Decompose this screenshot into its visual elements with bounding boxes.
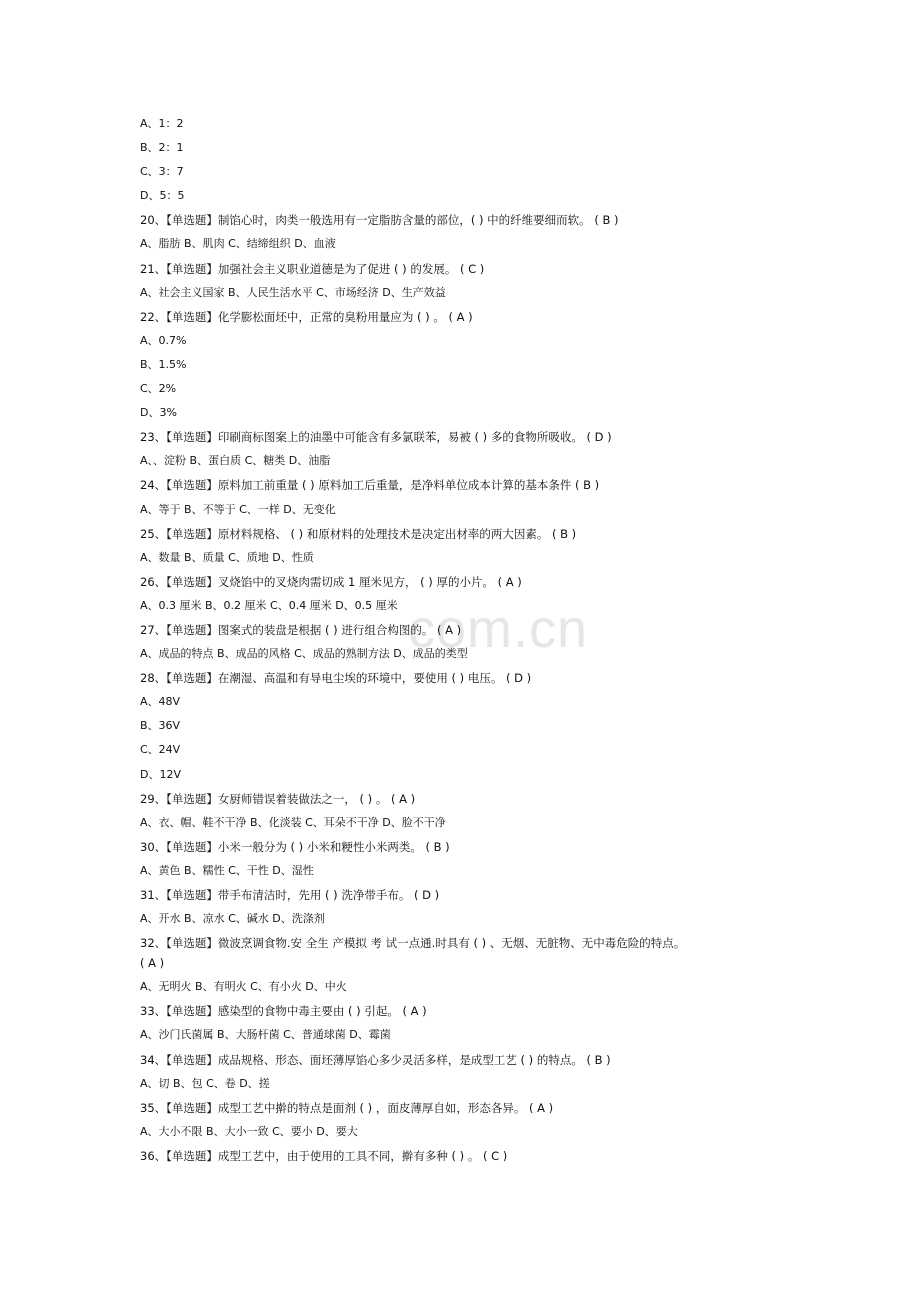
- option-line: A、沙门氏菌属 B、大肠杆菌 C、普通球菌 D、霉菌: [140, 1028, 391, 1042]
- option-line: A、等于 B、不等于 C、一样 D、无变化: [140, 502, 336, 516]
- question-line: 26、【单选题】叉烧馅中的叉烧肉需切成 1 厘米见方， ( ) 厚的小片。 ( A ): [140, 574, 522, 589]
- question-list: [140, 114, 800, 1170]
- option-line: A、0.3 厘米 B、0.2 厘米 C、0.4 厘米 D、0.5 厘米: [140, 598, 398, 612]
- option-line: A、48V: [140, 695, 181, 709]
- option-line: A、成品的特点 B、成品的风格 C、成品的熟制方法 D、成品的类型: [140, 647, 468, 661]
- option-line: A、1：2: [140, 117, 184, 130]
- question-line: 28、【单选题】在潮湿、高温和有导电尘埃的环境中，要使用 ( ) 电压。 ( D ): [140, 671, 532, 686]
- question-line: ( A ): [140, 956, 165, 971]
- question-line: 24、【单选题】原料加工前重量 ( ) 原料加工后重量，是净料单位成本计算的基本条件 ( B ): [140, 478, 600, 493]
- option-line: C、2%: [140, 382, 177, 396]
- question-line: 23、【单选题】印刷商标图案上的油墨中可能含有多氯联苯，易被 ( ) 多的食物所吸收。 ( D ): [140, 430, 612, 445]
- option-line: A、无明火 B、有明火 C、有小火 D、中火: [140, 980, 347, 994]
- question-line: 20、【单选题】制馅心时，肉类一般选用有一定脂肪含量的部位，( ) 中的纤维要细而软。 ( B ): [140, 213, 619, 228]
- question-line: 32、【单选题】微波烹调食物.安 全生 产模拟 考 试一点通.时具有 ( ) 、无烟、无脏物、无中毒危险的特点。: [140, 936, 686, 951]
- option-line: A、开水 B、凉水 C、碱水 D、洗涤剂: [140, 912, 325, 926]
- option-line: A、衣、帽、鞋不干净 B、化淡装 C、耳朵不干净 D、脸不干净: [140, 815, 446, 829]
- question-line: 34、【单选题】成品规格、形态、面坯薄厚馅心多少灵活多样，是成型工艺 ( ) 的特点。 ( B ): [140, 1052, 611, 1067]
- question-line: 33、【单选题】感染型的食物中毒主要由 ( ) 引起。 ( A ): [140, 1004, 427, 1019]
- option-line: D、5：5: [140, 189, 185, 203]
- option-line: A、切 B、包 C、卷 D、搓: [140, 1076, 270, 1090]
- option-line: A、、淀粉 B、蛋白质 C、糖类 D、油脂: [140, 454, 331, 468]
- question-line: 31、【单选题】带手布清洁时，先用 ( ) 洗净带手布。 ( D ): [140, 888, 440, 902]
- question-line: 30、【单选题】小米一般分为 ( ) 小米和粳性小米两类。 ( B ): [140, 839, 450, 854]
- option-line: D、3%: [140, 406, 177, 420]
- option-line: A、脂肪 B、肌肉 C、结缔组织 D、血液: [140, 237, 336, 251]
- option-line: D、12V: [140, 767, 181, 781]
- question-line: 36、【单选题】成型工艺中，由于使用的工具不同，擀有多种 ( ) 。 ( C ): [140, 1148, 508, 1163]
- option-line: B、2：1: [140, 141, 184, 155]
- question-line: 25、【单选题】原材料规格、 ( ) 和原材料的处理技术是决定出材率的两大因素。 ( B ): [140, 526, 577, 541]
- option-line: A、0.7%: [140, 333, 187, 347]
- watermark: com.cn: [408, 599, 589, 659]
- question-line: 29、【单选题】女厨师错误着装做法之一， ( ) 。 ( A ): [140, 791, 416, 806]
- question-line: 22、【单选题】化学膨松面坯中，正常的臭粉用量应为 ( ) 。 ( A ): [140, 309, 473, 324]
- option-line: C、24V: [140, 743, 181, 757]
- option-line: A、黄色 B、糯性 C、干性 D、湿性: [140, 863, 314, 877]
- question-line: 35、【单选题】成型工艺中擀的特点是面剂 ( ) ，面皮薄厚自如，形态各异。 ( A ): [140, 1100, 554, 1115]
- option-line: B、36V: [140, 719, 181, 733]
- option-line: C、3：7: [140, 165, 184, 179]
- option-line: B、1.5%: [140, 357, 187, 371]
- option-line: A、社会主义国家 B、人民生活水平 C、市场经济 D、生产效益: [140, 285, 446, 299]
- question-line: 21、【单选题】加强社会主义职业道德是为了促进 ( ) 的发展。 ( C ): [140, 261, 485, 276]
- option-line: A、大小不限 B、大小一致 C、要小 D、要大: [140, 1124, 358, 1138]
- question-line: 27、【单选题】图案式的装盘是根据 ( ) 进行组合构图的。 ( A ): [140, 622, 462, 637]
- option-line: A、数量 B、质量 C、质地 D、性质: [140, 550, 314, 564]
